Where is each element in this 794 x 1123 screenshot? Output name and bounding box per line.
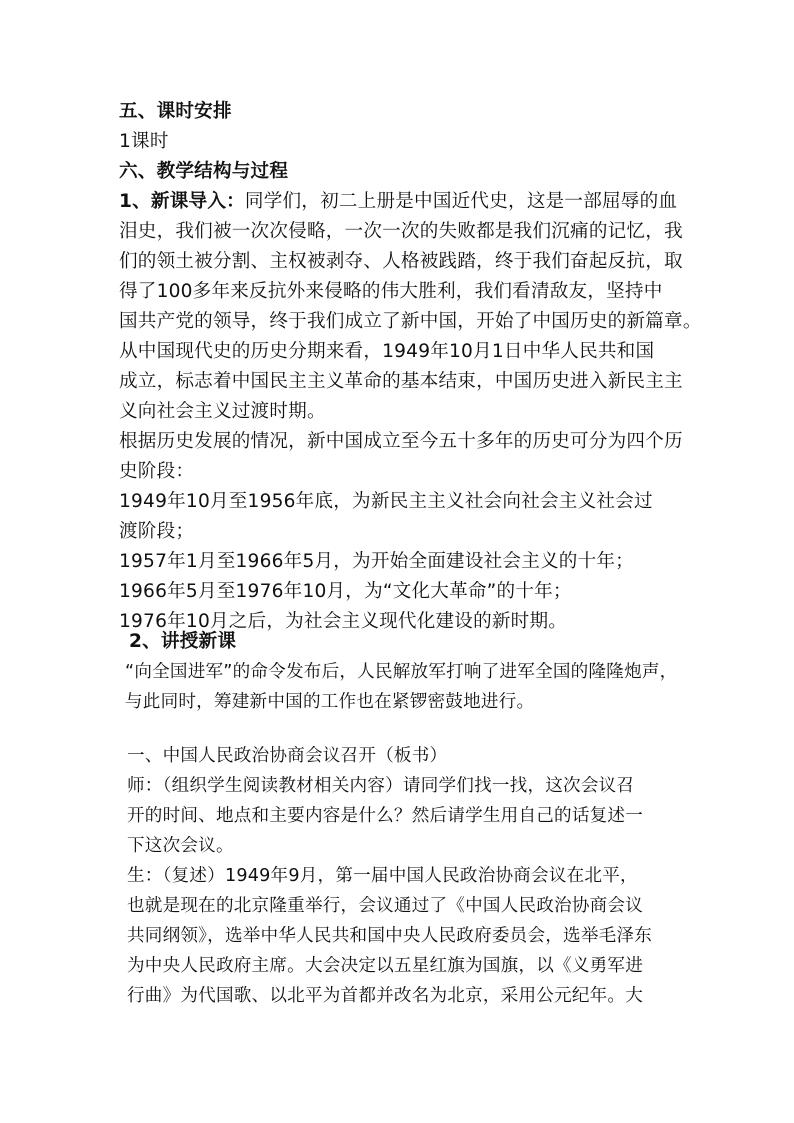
lecture-line: 与此同时，筹建新中国的工作也在紧锣密鼓地进行。	[125, 692, 535, 712]
intro-line: 国共产党的领导，终于我们成立了新中国，开始了中国历史的新篇章。	[119, 311, 702, 332]
intro-line: 成立，标志着中国民主主义革命的基本结束，中国历史进入新民主主	[119, 371, 683, 392]
intro-line: 得了100多年来反抗外来侵略的伟大胜利，我们看清敌友，坚持中	[119, 281, 663, 302]
part-1-line: 共同纲领》，选举中华人民共和国中央人民政府委员会，选举毛泽东	[127, 926, 653, 946]
intro-line: 从中国现代史的历史分期来看，1949年10月1日中华人民共和国	[119, 341, 655, 362]
section-6-title: 六、教学结构与过程	[119, 161, 289, 182]
intro-label: 1、新课导入：	[119, 191, 245, 212]
intro-line: 1949年10月至1956年底，为新民主主义社会向社会主义社会过	[119, 491, 653, 512]
intro-text: 同学们，初二上册是中国近代史，这是一部屈辱的血	[244, 191, 678, 212]
intro-line: 义向社会主义过渡时期。	[119, 401, 326, 422]
intro-first-line	[119, 187, 677, 217]
lecture-title: 2、讲授新课	[129, 631, 237, 652]
intro-line: 1957年1月至1966年5月，为开始全面建设社会主义的十年；	[119, 551, 634, 572]
part-1-line: 开的时间、地点和主要内容是什么？然后请学生用自己的话复述一	[127, 806, 644, 826]
lecture-line: “向全国进军”的命令发布后，人民解放军打响了进军全国的隆隆炮声，	[125, 662, 678, 682]
section-5-body: 1课时	[119, 131, 169, 152]
part-1-line: 下这次会议。	[127, 836, 234, 856]
intro-line: 根据历史发展的情况，新中国成立至今五十多年的历史可分为四个历	[119, 431, 683, 452]
intro-line: 们的领土被分割、主权被剥夺、人格被践踏，终于我们奋起反抗，取	[119, 251, 683, 272]
intro-line: 1966年5月至1976年10月，为“文化大革命”的十年；	[119, 581, 572, 602]
part-1-line: 行曲》为代国歌、以北平为首都并改名为北京，采用公元纪年。大	[127, 986, 644, 1006]
part-1-line: 师：（组织学生阅读教材相关内容）请同学们找一找，这次会议召	[127, 776, 635, 796]
part-1-line: 生：（复述）1949年9月，第一届中国人民政治协商会议在北平，	[127, 866, 638, 886]
intro-line: 渡阶段；	[119, 521, 195, 542]
part-1-line: 也就是现在的北京隆重举行，会议通过了《中国人民政治协商会议	[127, 896, 644, 916]
part-1-title: 一、中国人民政治协商会议召开（板书）	[127, 746, 448, 766]
section-5-title: 五、课时安排	[119, 101, 232, 122]
intro-line: 1976年10月之后，为社会主义现代化建设的新时期。	[119, 611, 568, 632]
intro-line: 史阶段：	[119, 461, 195, 482]
part-1-line: 为中央人民政府主席。大会决定以五星红旗为国旗，以《义勇军进	[127, 956, 644, 976]
intro-line: 泪史，我们被一次次侵略，一次一次的失败都是我们沉痛的记忆，我	[119, 221, 683, 242]
